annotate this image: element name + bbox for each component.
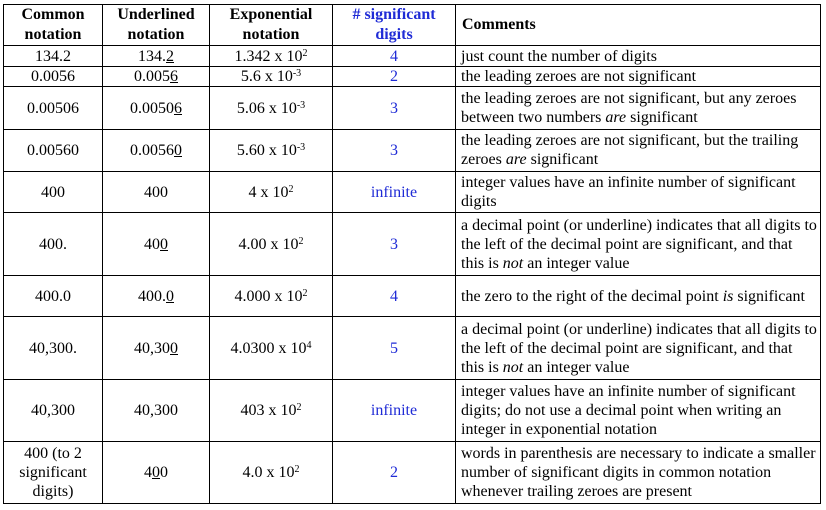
common-notation-cell: 0.0056 xyxy=(4,67,103,87)
comment-text: a decimal point (or underline) indicates that all digits to the left of the decimal point are significant, and that this is xyxy=(461,216,817,272)
underlined-notation-cell xyxy=(103,46,210,67)
significant-digits-cell: 3 xyxy=(333,213,456,276)
comment-cell xyxy=(456,213,821,276)
exponential-notation-cell xyxy=(210,172,333,213)
significant-digits-cell: 2 xyxy=(333,67,456,87)
comment-cell xyxy=(456,442,821,504)
table-row xyxy=(4,129,821,171)
comment-text: the leading zeroes are not significant, but any zeroes between two numbers xyxy=(461,90,797,127)
comment-cell xyxy=(456,379,821,442)
comment-cell xyxy=(456,317,821,380)
exponent-base: 4 x 10 xyxy=(248,183,289,201)
underlined-digit: 0 xyxy=(160,235,168,253)
table-row xyxy=(4,317,821,380)
common-notation-cell: 40,300. xyxy=(4,317,103,380)
table-row xyxy=(4,67,821,87)
significant-digits-cell: infinite xyxy=(333,172,456,213)
comment-text: a decimal point (or underline) indicates that all digits to the left of the decimal point are significant, and that this is xyxy=(461,320,817,376)
comment-text: words in parenthesis are necessary to indicate a smaller number of significant digits in common notation whenever trailing zeroes are present xyxy=(461,445,816,501)
underlined-notation-cell xyxy=(103,172,210,213)
table-row xyxy=(4,46,821,67)
significant-digits-cell: 3 xyxy=(333,129,456,171)
comment-text: significant xyxy=(733,287,805,305)
header-row xyxy=(4,5,821,46)
significant-digits-cell: 3 xyxy=(333,87,456,129)
exponent-base: 403 x 10 xyxy=(240,402,297,420)
table-row xyxy=(4,442,821,504)
exponent-base: 5.06 x 10 xyxy=(236,99,297,117)
common-notation-cell: 0.00560 xyxy=(4,129,103,171)
comment-text: an integer value xyxy=(523,358,630,376)
exponent-base: 1.342 x 10 xyxy=(234,47,303,65)
header-exponential-notation: Exponential notation xyxy=(210,5,333,46)
significant-digits-cell: 2 xyxy=(333,442,456,504)
exponent-base: 4.0300 x 10 xyxy=(230,339,307,357)
header-common-notation: Common notation xyxy=(4,5,103,46)
underlined-suffix: 0 xyxy=(160,464,168,482)
exponent-base: 4.000 x 10 xyxy=(234,287,303,305)
exponential-notation-cell xyxy=(210,87,333,129)
exponential-notation-cell xyxy=(210,129,333,171)
comment-cell xyxy=(456,129,821,171)
common-notation-cell: 400 (to 2 significant digits) xyxy=(4,442,103,504)
comment-emphasis: is xyxy=(722,287,734,305)
exponent-power: 2 xyxy=(288,183,294,195)
significant-digits-cell: 4 xyxy=(333,275,456,316)
underlined-prefix: 0.0056 xyxy=(130,141,174,159)
underlined-notation-cell xyxy=(103,442,210,504)
underlined-notation-cell xyxy=(103,213,210,276)
comment-text: just count the number of digits xyxy=(461,47,657,65)
exponential-notation-cell xyxy=(210,46,333,67)
exponential-notation-cell xyxy=(210,67,333,87)
comment-emphasis: are xyxy=(605,109,627,127)
table-row xyxy=(4,213,821,276)
underlined-digit: 2 xyxy=(166,47,174,65)
common-notation-cell: 40,300 xyxy=(4,379,103,442)
comment-text: an integer value xyxy=(523,254,630,272)
exponential-notation-cell xyxy=(210,379,333,442)
underlined-prefix: 4 xyxy=(144,464,152,482)
table-row xyxy=(4,379,821,442)
table-row xyxy=(4,87,821,129)
header-underlined-notation: Underlined notation xyxy=(103,5,210,46)
exponent-power: -3 xyxy=(292,68,302,80)
exponent-power: 2 xyxy=(296,402,302,414)
comment-cell xyxy=(456,172,821,213)
comment-text: the leading zeroes are not significant xyxy=(461,68,697,86)
underlined-prefix: 134. xyxy=(138,47,166,65)
exponential-notation-cell xyxy=(210,213,333,276)
exponent-power: 4 xyxy=(306,339,312,351)
common-notation-cell: 400. xyxy=(4,213,103,276)
underlined-prefix: 400. xyxy=(138,287,166,305)
comment-cell xyxy=(456,67,821,87)
exponent-power: 2 xyxy=(294,464,300,476)
comment-text: significant xyxy=(526,151,599,169)
significant-digits-cell: infinite xyxy=(333,379,456,442)
comment-emphasis: are xyxy=(505,151,527,169)
underlined-prefix: 0.0050 xyxy=(130,99,174,117)
header-significant-digits: # significant digits xyxy=(333,5,456,46)
exponent-base: 4.00 x 10 xyxy=(238,235,299,253)
comment-text: the zero to the right of the decimal point xyxy=(461,287,723,305)
comment-text: significant xyxy=(626,109,698,127)
exponential-notation-cell xyxy=(210,442,333,504)
comment-text: the leading zeroes are not significant, but the trailing zeroes xyxy=(461,132,799,169)
comment-text: integer values have an infinite number of significant digits; do not use a decimal point when writing an integer in exponential notation xyxy=(461,383,796,439)
underlined-prefix: 40 xyxy=(144,235,160,253)
underlined-digit: 0 xyxy=(174,141,182,159)
header-comments: Comments xyxy=(456,5,821,46)
comment-cell xyxy=(456,87,821,129)
comment-emphasis: not xyxy=(502,254,524,272)
comment-emphasis: not xyxy=(502,358,524,376)
underlined-prefix: 400 xyxy=(144,183,168,201)
table-row xyxy=(4,172,821,213)
exponent-power: 2 xyxy=(302,287,308,299)
exponent-base: 4.0 x 10 xyxy=(242,464,295,482)
significant-digits-cell: 4 xyxy=(333,46,456,67)
table-row xyxy=(4,275,821,316)
significant-digits-cell: 5 xyxy=(333,317,456,380)
underlined-prefix: 0.005 xyxy=(134,68,170,86)
underlined-prefix: 40,30 xyxy=(134,339,170,357)
comment-text: integer values have an infinite number of significant digits xyxy=(461,174,796,211)
significant-digits-table xyxy=(3,4,821,504)
underlined-notation-cell xyxy=(103,67,210,87)
underlined-notation-cell xyxy=(103,129,210,171)
underlined-prefix: 40,300 xyxy=(134,402,178,420)
underlined-digit: 0 xyxy=(166,287,174,305)
exponent-base: 5.60 x 10 xyxy=(236,141,297,159)
underlined-notation-cell xyxy=(103,87,210,129)
exponent-power: -3 xyxy=(296,141,306,153)
comment-cell xyxy=(456,46,821,67)
underlined-digit: 6 xyxy=(174,99,182,117)
underlined-digit: 0 xyxy=(170,339,178,357)
underlined-digit: 0 xyxy=(152,464,160,482)
exponent-base: 5.6 x 10 xyxy=(240,68,293,86)
exponent-power: -3 xyxy=(296,99,306,111)
exponent-power: 2 xyxy=(298,235,304,247)
exponent-power: 2 xyxy=(302,47,308,59)
common-notation-cell: 400 xyxy=(4,172,103,213)
common-notation-cell: 134.2 xyxy=(4,46,103,67)
comment-cell xyxy=(456,275,821,316)
exponential-notation-cell xyxy=(210,275,333,316)
common-notation-cell: 400.0 xyxy=(4,275,103,316)
underlined-notation-cell xyxy=(103,317,210,380)
exponential-notation-cell xyxy=(210,317,333,380)
common-notation-cell: 0.00506 xyxy=(4,87,103,129)
underlined-notation-cell xyxy=(103,379,210,442)
underlined-notation-cell xyxy=(103,275,210,316)
underlined-digit: 6 xyxy=(170,68,178,86)
